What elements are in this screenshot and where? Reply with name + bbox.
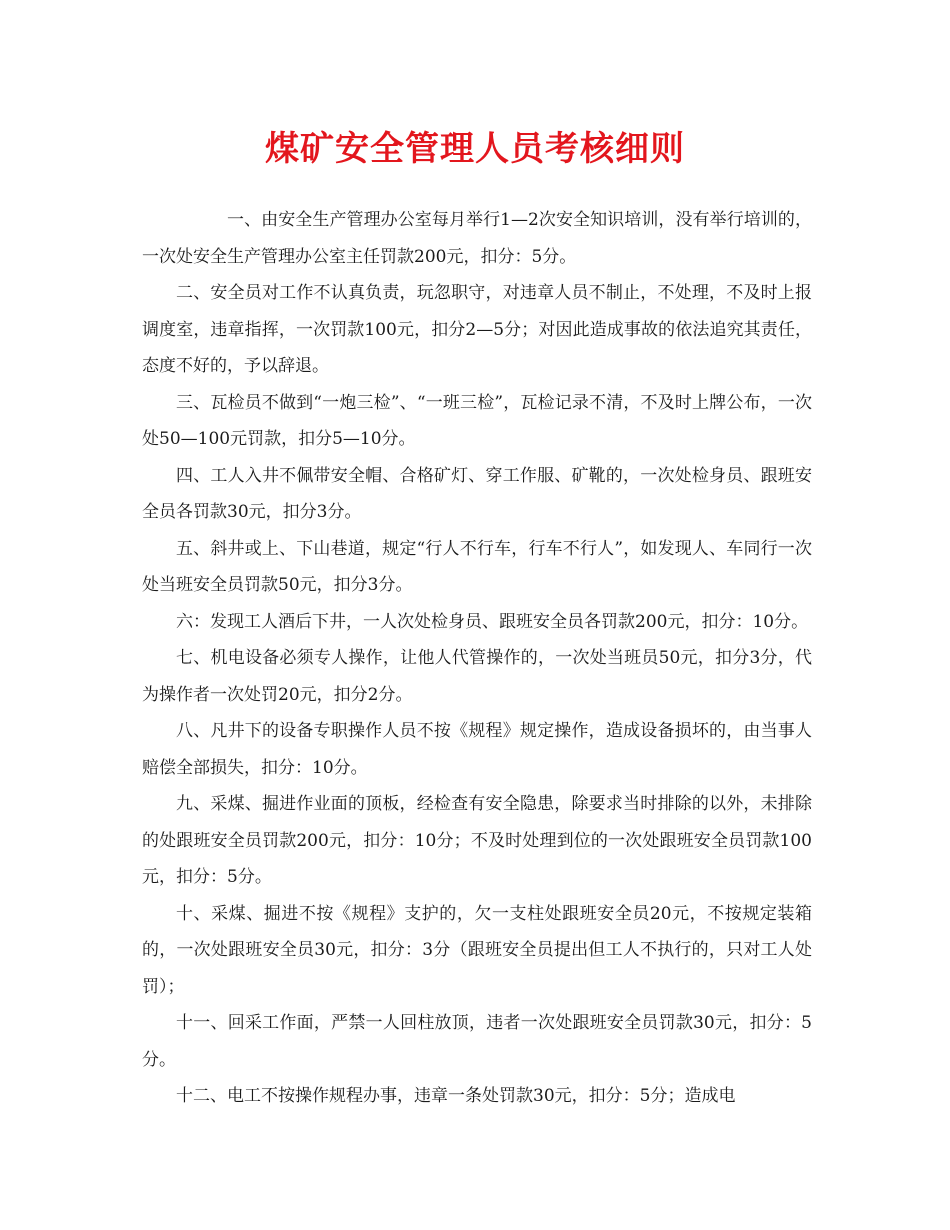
paragraph-6: 六：发现工人酒后下井，一人次处检身员、跟班安全员各罚款200元，扣分：10分。 — [176, 611, 809, 632]
document-title: 煤矿安全管理人员考核细则 — [265, 129, 685, 169]
paragraph-5: 五、斜井或上、下山巷道，规定“行人不行车，行车不行人”，如发现人、车同行一次处当班安全员罚款50元，扣分3分。 — [142, 538, 812, 595]
paragraph-12: 十二、电工不按操作规程办事，违章一条处罚款30元，扣分：5分；造成电 — [176, 1086, 736, 1106]
paragraph-9: 九、采煤、掘进作业面的顶板，经检查有安全隐患，除要求当时排除的以外，未排除的处跟班安全员罚款200元，扣分：10分；不及时处理到位的一次处跟班安全员罚款100元，扣分：5分。 — [142, 794, 812, 887]
paragraph-11: 十一、回采工作面，严禁一人回柱放顶，违者一次处跟班安全员罚款30元，扣分：5分。 — [142, 1013, 812, 1070]
paragraph-7: 七、机电设备必须专人操作，让他人代管操作的，一次处当班员50元，扣分3分，代为操作者一次处罚20元，扣分2分。 — [142, 648, 812, 705]
paragraph-4: 四、工人入井不佩带安全帽、合格矿灯、穿工作服、矿靴的，一次处检身员、跟班安全员各罚款30元，扣分3分。 — [142, 465, 812, 522]
document-body — [142, 202, 812, 1115]
paragraph-1: 一、由安全生产管理办公室每月举行1—2次安全知识培训，没有举行培训的，一次处安全生产管理办公室主任罚款200元，扣分：5分。 — [142, 210, 812, 267]
paragraph-10: 十、采煤、掘进不按《规程》支护的，欠一支柱处跟班安全员20元，不按规定装箱的，一次处跟班安全员30元，扣分：3分（跟班安全员提出但工人不执行的，只对工人处罚）； — [142, 903, 812, 997]
paragraph-3: 三、瓦检员不做到“一炮三检”、“一班三检”，瓦检记录不清，不及时上牌公布，一次处50—100元罚款，扣分5—10分。 — [142, 392, 812, 449]
paragraph-2: 二、安全员对工作不认真负责，玩忽职守，对违章人员不制止，不处理，不及时上报调度室，违章指挥，一次罚款100元，扣分2—5分；对因此造成事故的依法追究其责任，态度不好的，予以辞退。 — [142, 283, 812, 376]
paragraph-8: 八、凡井下的设备专职操作人员不按《规程》规定操作，造成设备损坏的，由当事人赔偿全部损失，扣分：10分。 — [142, 721, 812, 778]
